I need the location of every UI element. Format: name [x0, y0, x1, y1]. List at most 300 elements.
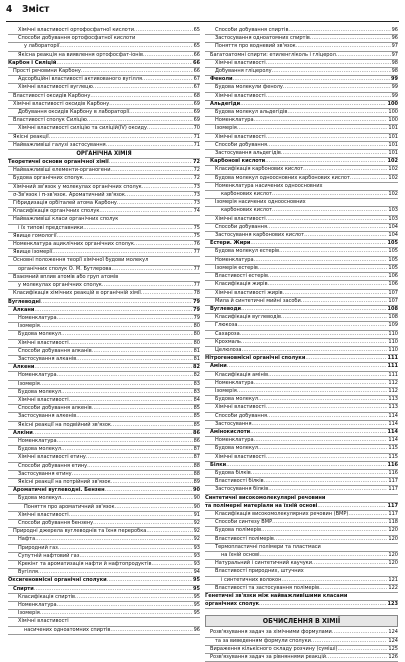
toc-entry-page: 95: [192, 585, 200, 592]
toc-entry: [8, 372, 200, 380]
toc-entry: [8, 84, 200, 92]
toc-entry-page: 95: [193, 610, 200, 617]
toc-entry: [8, 422, 200, 430]
toc-entry-title: Якісні реакції на потрійний зв'язок: [18, 478, 111, 485]
toc-entry: [205, 68, 398, 76]
toc-entry-page: 120: [388, 527, 398, 534]
toc-entry-page: 106: [388, 281, 398, 288]
toc-entry-page: 99: [391, 84, 398, 91]
toc-entry: [205, 503, 398, 511]
toc-dot-leader: [266, 134, 388, 141]
toc-dot-leader: [109, 159, 192, 166]
toc-left-column: [8, 27, 200, 635]
toc-entry-page: 67: [193, 76, 200, 83]
toc-entry-title: Нітрогеновмісні органічні сполуки: [205, 355, 306, 362]
toc-dot-leader: [109, 101, 192, 108]
toc-entry: [205, 638, 398, 646]
toc-entry-title: у молекулах органічних сполук: [18, 282, 102, 289]
toc-dot-leader: [146, 528, 192, 535]
toc-entry-page: 109: [388, 322, 398, 329]
toc-entry-page: 113: [388, 404, 398, 411]
toc-entry-title: Мила й синтетичні мийні засоби: [215, 297, 301, 304]
toc-entry-title: Класифікація органічних сполук: [13, 208, 100, 215]
toc-dot-leader: [102, 282, 193, 289]
toc-dot-leader: [57, 438, 193, 445]
toc-entry-title: Багатоатомні спирти: етиленгліколь і гліцерол: [210, 51, 336, 58]
toc-entry: [205, 454, 398, 462]
toc-entry-title: Хімічні властивості: [215, 453, 266, 460]
toc-entry: [8, 471, 200, 479]
toc-entry-title: Розв'язування задач за хімічними формулами: [210, 629, 332, 636]
toc-entry-page: 123: [387, 601, 398, 608]
toc-dot-leader: [264, 478, 388, 485]
toc-entry-title: Найважливіші галузі застосування: [13, 141, 106, 148]
toc-entry-title: Теоретичні основи органічної хімії: [8, 159, 109, 166]
toc-entry-page: 125: [388, 645, 398, 652]
toc-entry-title: Крохмаль: [215, 338, 241, 345]
toc-dot-leader: [61, 495, 193, 502]
toc-entry-title: Термопластичні полімери та пластмаси: [215, 543, 321, 550]
toc-dot-leader: [266, 93, 391, 100]
toc-entry-page: 93: [193, 552, 200, 559]
toc-dot-leader: [151, 561, 192, 568]
toc-entry-page: 81: [193, 355, 200, 362]
toc-entry-page: 117: [388, 486, 398, 493]
toc-entry-title: Номенклатура: [215, 379, 254, 386]
toc-entry-title: Оксигеновмісні органічні сполуки: [8, 577, 107, 584]
toc-entry-page: 82: [192, 364, 200, 371]
toc-entry-page: 124: [388, 637, 398, 644]
toc-entry-title: Амінокислоти: [210, 428, 251, 435]
toc-dot-leader: [283, 290, 388, 297]
toc-dot-leader: [61, 331, 193, 338]
toc-entry-page: 126: [388, 654, 398, 661]
toc-entry-title: Застосування білків: [215, 486, 269, 493]
toc-entry: [205, 216, 398, 224]
toc-entry: [8, 348, 200, 356]
toc-entry-title: Застосування алканів: [18, 355, 77, 362]
toc-entry: [205, 568, 398, 576]
toc-entry: [205, 486, 398, 494]
toc-entry-page: 110: [388, 346, 398, 353]
toc-entry-page: 97: [391, 43, 398, 50]
toc-dot-leader: [350, 175, 388, 182]
toc-dot-leader: [57, 315, 193, 322]
toc-entry: [205, 134, 398, 142]
toc-entry: [8, 216, 200, 224]
toc-dot-leader: [40, 610, 193, 617]
toc-dot-leader: [252, 421, 388, 428]
toc-entry: [8, 159, 200, 167]
toc-dot-leader: [106, 142, 193, 149]
toc-dot-leader: [69, 397, 193, 404]
toc-entry: [8, 142, 200, 150]
toc-entry-title: Хімічні властивості ортофосфатної кислоти: [18, 27, 134, 33]
toc-entry-title: σ-Зв'язок і π-зв'язок. Ароматичний зв'язок: [13, 191, 125, 198]
toc-entry: [8, 241, 200, 249]
toc-entry-title: Явище гомології: [13, 232, 57, 239]
toc-entry: [205, 372, 398, 380]
toc-dot-leader: [92, 348, 193, 355]
toc-dot-leader: [72, 471, 193, 478]
toc-dot-leader: [38, 569, 193, 576]
toc-dot-leader: [326, 654, 387, 661]
toc-entry: [8, 257, 200, 265]
toc-dot-leader: [35, 536, 192, 543]
toc-entry-title: Властивості природних, штучних: [215, 568, 304, 575]
toc-dot-leader: [258, 445, 387, 452]
toc-entry-title: Номенклатура: [215, 437, 254, 444]
toc-entry-page: 92: [193, 519, 200, 526]
toc-entry-page: 111: [388, 371, 398, 378]
toc-entry-page: 79: [193, 314, 200, 321]
toc-entry-title: Прості речовини Карбону: [13, 68, 81, 75]
toc-entry-title: Застосування одноатомних спиртів: [215, 35, 310, 42]
toc-entry-page: 87: [193, 454, 200, 461]
toc-entry-page: 120: [388, 535, 398, 542]
toc-entry-title: Будова молекул: [18, 388, 62, 395]
toc-entry-title: Супутній нафтовий газ: [18, 552, 80, 559]
toc-entry-title: Ізомерія естерів: [215, 264, 258, 271]
toc-entry-title: Хімічні властивості: [215, 404, 266, 411]
toc-entry-page: 95: [193, 602, 200, 609]
toc-dot-leader: [268, 372, 387, 379]
toc-entry-page: 92: [193, 536, 200, 543]
toc-entry: [8, 561, 200, 569]
toc-entry-page: 96: [391, 27, 398, 33]
toc-entry: [8, 528, 200, 536]
toc-entry: [205, 396, 398, 404]
toc-entry-title: Альдегіди: [210, 100, 241, 107]
toc-entry-title: Номенклатура: [215, 256, 254, 263]
toc-entry-title: Хімічні властивості вуглецю: [18, 84, 93, 91]
toc-entry-page: 114: [388, 412, 398, 419]
toc-dot-leader: [348, 511, 387, 518]
toc-dot-leader: [312, 560, 387, 567]
toc-entry: [205, 199, 398, 207]
toc-entry: [205, 142, 398, 150]
toc-entry-title: Хімічні властивості: [215, 59, 266, 66]
toc-entry-page: 71: [193, 141, 200, 148]
toc-entry-title: Застосування алкенів: [18, 413, 77, 420]
toc-entry: [205, 207, 398, 215]
toc-entry-page: 105: [388, 248, 398, 255]
toc-entry: [8, 389, 200, 397]
toc-entry-title: Способи добування етину: [18, 462, 88, 469]
toc-entry: [205, 646, 398, 654]
toc-dot-leader: [272, 207, 387, 214]
toc-entry: [8, 618, 200, 626]
toc-dot-leader: [76, 356, 192, 363]
toc-dot-leader: [59, 43, 192, 50]
toc-entry-page: 86: [192, 429, 200, 436]
toc-entry: [8, 52, 200, 60]
toc-entry: [8, 125, 200, 133]
toc-dot-leader: [79, 553, 192, 560]
toc-entry-title: Натуральний і синтетичний каучуки: [215, 560, 312, 567]
toc-dot-leader: [34, 364, 192, 371]
toc-entry: [8, 331, 200, 339]
toc-dot-leader: [268, 273, 387, 280]
toc-entry-title: Хімічний зв'язок у молекулах органічних сполук: [13, 183, 142, 190]
toc-dot-leader: [134, 27, 193, 34]
toc-entry-title: Алкени: [13, 364, 35, 371]
toc-entry: [8, 381, 200, 389]
toc-entry: [205, 654, 398, 662]
toc-entry: [8, 569, 200, 577]
toc-entry: [205, 101, 398, 109]
toc-entry: [205, 495, 398, 503]
toc-dot-leader: [69, 512, 193, 519]
toc-entry-title: Ізомерія: [18, 610, 40, 617]
toc-entry-page: 112: [388, 387, 398, 394]
toc-entry-title: та полімерні матеріали на їхній основі: [205, 502, 318, 509]
toc-entry: [205, 43, 398, 51]
toc-entry: [8, 413, 200, 421]
toc-entry-title: Будова молекул альдегідів: [215, 109, 288, 116]
toc-entry-page: 80: [193, 331, 200, 338]
toc-entry-title: Крекінг та ароматизація нафти й нафтопродуктів: [18, 561, 152, 567]
toc-entry-page: 88: [193, 470, 200, 477]
toc-entry-page: 91: [193, 511, 200, 518]
toc-entry: [205, 544, 398, 552]
toc-entry-title: Спирти: [13, 585, 34, 592]
toc-entry: [205, 388, 398, 396]
toc-entry: [8, 225, 200, 233]
toc-entry-title: Способи добування: [215, 412, 267, 419]
toc-entry-title: Природні джерела вуглеводнів та їхня переробка: [13, 528, 147, 535]
toc-entry-title: Хімічні властивості оксидів Карбону: [13, 100, 110, 107]
toc-entry-page: 103: [388, 207, 398, 214]
toc-entry: [205, 273, 398, 281]
toc-dot-leader: [311, 638, 387, 645]
toc-entry: [8, 175, 200, 183]
toc-entry: [205, 298, 398, 306]
toc-entry-title: на їхній основі: [221, 552, 260, 558]
toc-entry-page: 76: [193, 241, 200, 248]
toc-entry-title: Карбонові кислоти: [210, 158, 266, 165]
toc-entry: [8, 438, 200, 446]
toc-entry-title: Властивості білків: [215, 478, 264, 485]
toc-entry-title: Номенклатура ациклічних органічних сполук: [13, 241, 134, 248]
toc-dot-leader: [117, 200, 193, 207]
toc-entry: [205, 470, 398, 478]
toc-entry: [8, 454, 200, 462]
toc-entry-title: Способи добування: [215, 141, 267, 148]
toc-entry: [8, 60, 200, 68]
toc-entry: [8, 299, 200, 307]
toc-entry: [8, 356, 200, 364]
toc-entry: [8, 594, 200, 602]
toc-entry: [205, 380, 398, 388]
toc-entry-title: Хімічні властивості: [215, 215, 266, 222]
toc-entry: [8, 545, 200, 553]
toc-dot-leader: [87, 117, 193, 124]
toc-entry-title: Номенклатура: [18, 437, 57, 444]
toc-entry-page: 90: [192, 487, 200, 494]
toc-entry: [205, 109, 398, 117]
toc-entry-page: 83: [193, 388, 200, 395]
toc-entry-title: Хімічні властивості: [18, 396, 69, 403]
toc-entry: [8, 512, 200, 520]
toc-entry-page: 72: [193, 175, 200, 182]
toc-entry: [8, 76, 200, 84]
toc-dot-leader: [304, 232, 387, 239]
toc-dot-leader: [266, 454, 388, 461]
toc-entry-page: 114: [388, 420, 398, 427]
toc-dot-leader: [129, 109, 192, 116]
toc-entry: [205, 117, 398, 125]
toc-entry: [8, 208, 200, 216]
toc-dot-leader: [265, 158, 386, 165]
toc-dot-leader: [261, 527, 387, 534]
toc-entry-page: 71: [193, 133, 200, 140]
toc-entry-title: Класифікація амінів: [215, 371, 269, 378]
page-title: Зміст: [22, 4, 50, 15]
toc-entry-title: Застосування карбонових кислот: [215, 232, 305, 239]
toc-dot-leader: [83, 175, 193, 182]
toc-entry: [205, 191, 398, 199]
toc-entry-title: Нафта: [18, 536, 36, 543]
toc-entry: [8, 586, 200, 594]
toc-entry: [205, 166, 398, 174]
toc-entry: [8, 364, 200, 372]
toc-entry-title: Застосування етину: [18, 470, 72, 477]
toc-entry-page: 117: [388, 510, 398, 517]
toc-dot-leader: [40, 381, 193, 388]
toc-entry: [205, 281, 398, 289]
toc-entry-title: Номенклатура: [18, 372, 57, 379]
toc-entry: [205, 314, 398, 322]
toc-entry-title: Явище ізомерії: [13, 249, 53, 256]
toc-dot-leader: [90, 93, 192, 100]
toc-entry-page: 73: [193, 200, 200, 207]
toc-entry: [8, 266, 200, 274]
toc-entry-title: Целюлоза: [215, 346, 242, 353]
toc-entry-title: Хімічні властивості: [18, 618, 69, 625]
toc-entry-title: Аміни: [210, 363, 227, 370]
toc-entry: [8, 192, 200, 200]
toc-entry-title: Способи добування алканів: [18, 347, 92, 354]
toc-entry-title: Будова молекул: [215, 445, 259, 452]
toc-entry-page: 66: [193, 68, 200, 75]
toc-entry-page: 101: [388, 141, 398, 148]
toc-entry: [8, 536, 200, 544]
toc-dot-leader: [281, 314, 387, 321]
toc-entry: [205, 27, 398, 35]
toc-entry-title: Хімічні властивості жирів: [215, 289, 283, 296]
toc-dot-leader: [237, 388, 388, 395]
toc-entry: [8, 315, 200, 323]
toc-entry-page: 90: [193, 495, 200, 502]
toc-entry: [205, 527, 398, 535]
toc-entry: [8, 167, 200, 175]
toc-entry: [205, 421, 398, 429]
toc-entry-title: Класифікація жирів: [215, 281, 268, 288]
toc-entry: [205, 601, 398, 609]
toc-dot-leader: [81, 68, 193, 75]
toc-entry-title: органічних сполук: [205, 601, 260, 608]
toc-entry-page: 78: [193, 290, 200, 297]
toc-entry-page: 97: [391, 51, 398, 58]
toc-dot-leader: [83, 225, 192, 232]
toc-entry-title: та за виведенням формули сполуки: [215, 637, 311, 644]
toc-entry-title: Застосування альдегідів: [215, 150, 281, 157]
toc-entry-title: Естери. Жири: [210, 240, 251, 247]
toc-entry-title: Класифікація хімічних реакцій в органічній хімії: [13, 290, 141, 297]
toc-entry: [8, 479, 200, 487]
toc-entry-page: 94: [193, 569, 200, 576]
toc-entry-title: насичених одноатомних спиртів: [24, 626, 111, 633]
toc-dot-leader: [336, 52, 391, 59]
toc-entry-title: Добування гліцеролу: [215, 68, 272, 75]
toc-entry-title: Будова білків: [215, 469, 251, 476]
toc-entry-title: Добування оксидів Карбону в лабораторії: [18, 109, 130, 116]
toc-entry-title: Класифікація високомолекулярних речовин (ВМР): [215, 510, 349, 517]
toc-entry: [8, 134, 200, 142]
toc-entry-page: 65: [193, 43, 200, 50]
toc-entry-title: Ароматичні вуглеводні. Бензен: [13, 487, 105, 494]
toc-entry: [8, 109, 200, 117]
toc-entry-title: Хімічні властивості силіцію та силіцій(IV) оксиду: [18, 125, 148, 132]
toc-dot-leader: [267, 413, 387, 420]
toc-dot-leader: [268, 486, 387, 493]
toc-entry-title: Поняття про ароматичний зв'язок: [24, 503, 115, 510]
toc-entry-page: 114: [387, 428, 398, 435]
toc-entry-page: 79: [192, 306, 200, 313]
toc-dot-leader: [267, 224, 387, 231]
toc-entry-page: 81: [193, 347, 200, 354]
toc-entry-page: 104: [388, 223, 398, 230]
toc-dot-leader: [250, 429, 386, 436]
toc-entry: [205, 552, 398, 560]
toc-entry-title: Хімічні властивості: [215, 92, 266, 99]
toc-entry-title: карбонових кислот: [221, 191, 272, 198]
toc-entry: [8, 200, 200, 208]
toc-entry-title: Гібридизація орбіталей атома Карбону: [13, 200, 117, 207]
toc-entry: [205, 560, 398, 568]
toc-dot-leader: [310, 35, 391, 42]
toc-entry-title: Способи добування ортофосфатної кислоти: [18, 35, 136, 42]
toc-dot-leader: [267, 142, 387, 149]
toc-entry-page: 122: [388, 584, 398, 591]
toc-entry-page: 80: [193, 323, 200, 330]
toc-entry-title: карбонових кислот: [221, 207, 272, 214]
toc-dot-leader: [142, 76, 193, 83]
toc-entry-page: 108: [388, 314, 398, 321]
toc-entry-title: Будова полімерів: [215, 527, 262, 534]
toc-entry-page: 101: [388, 133, 398, 140]
toc-dot-leader: [332, 629, 388, 636]
toc-entry: [8, 282, 200, 290]
toc-dot-leader: [274, 536, 387, 543]
toc-entry-title: Будова молекул: [18, 495, 62, 502]
toc-entry-title: і їх типові представники: [18, 224, 84, 231]
toc-entry-page: 115: [388, 453, 398, 460]
toc-entry: [205, 60, 398, 68]
page-number: 4: [6, 4, 13, 15]
toc-dot-leader: [92, 405, 193, 412]
toc-entry-title: Ізомерія: [215, 125, 237, 132]
toc-entry: [8, 627, 200, 635]
toc-entry: [8, 274, 200, 282]
toc-entry-page: 72: [193, 167, 200, 174]
toc-entry-page: 90: [193, 503, 200, 510]
toc-entry: [205, 629, 398, 637]
toc-entry-page: 110: [388, 330, 398, 337]
toc-dot-leader: [305, 355, 386, 362]
toc-entry-title: Класифікація карбонових кислот: [215, 166, 304, 173]
